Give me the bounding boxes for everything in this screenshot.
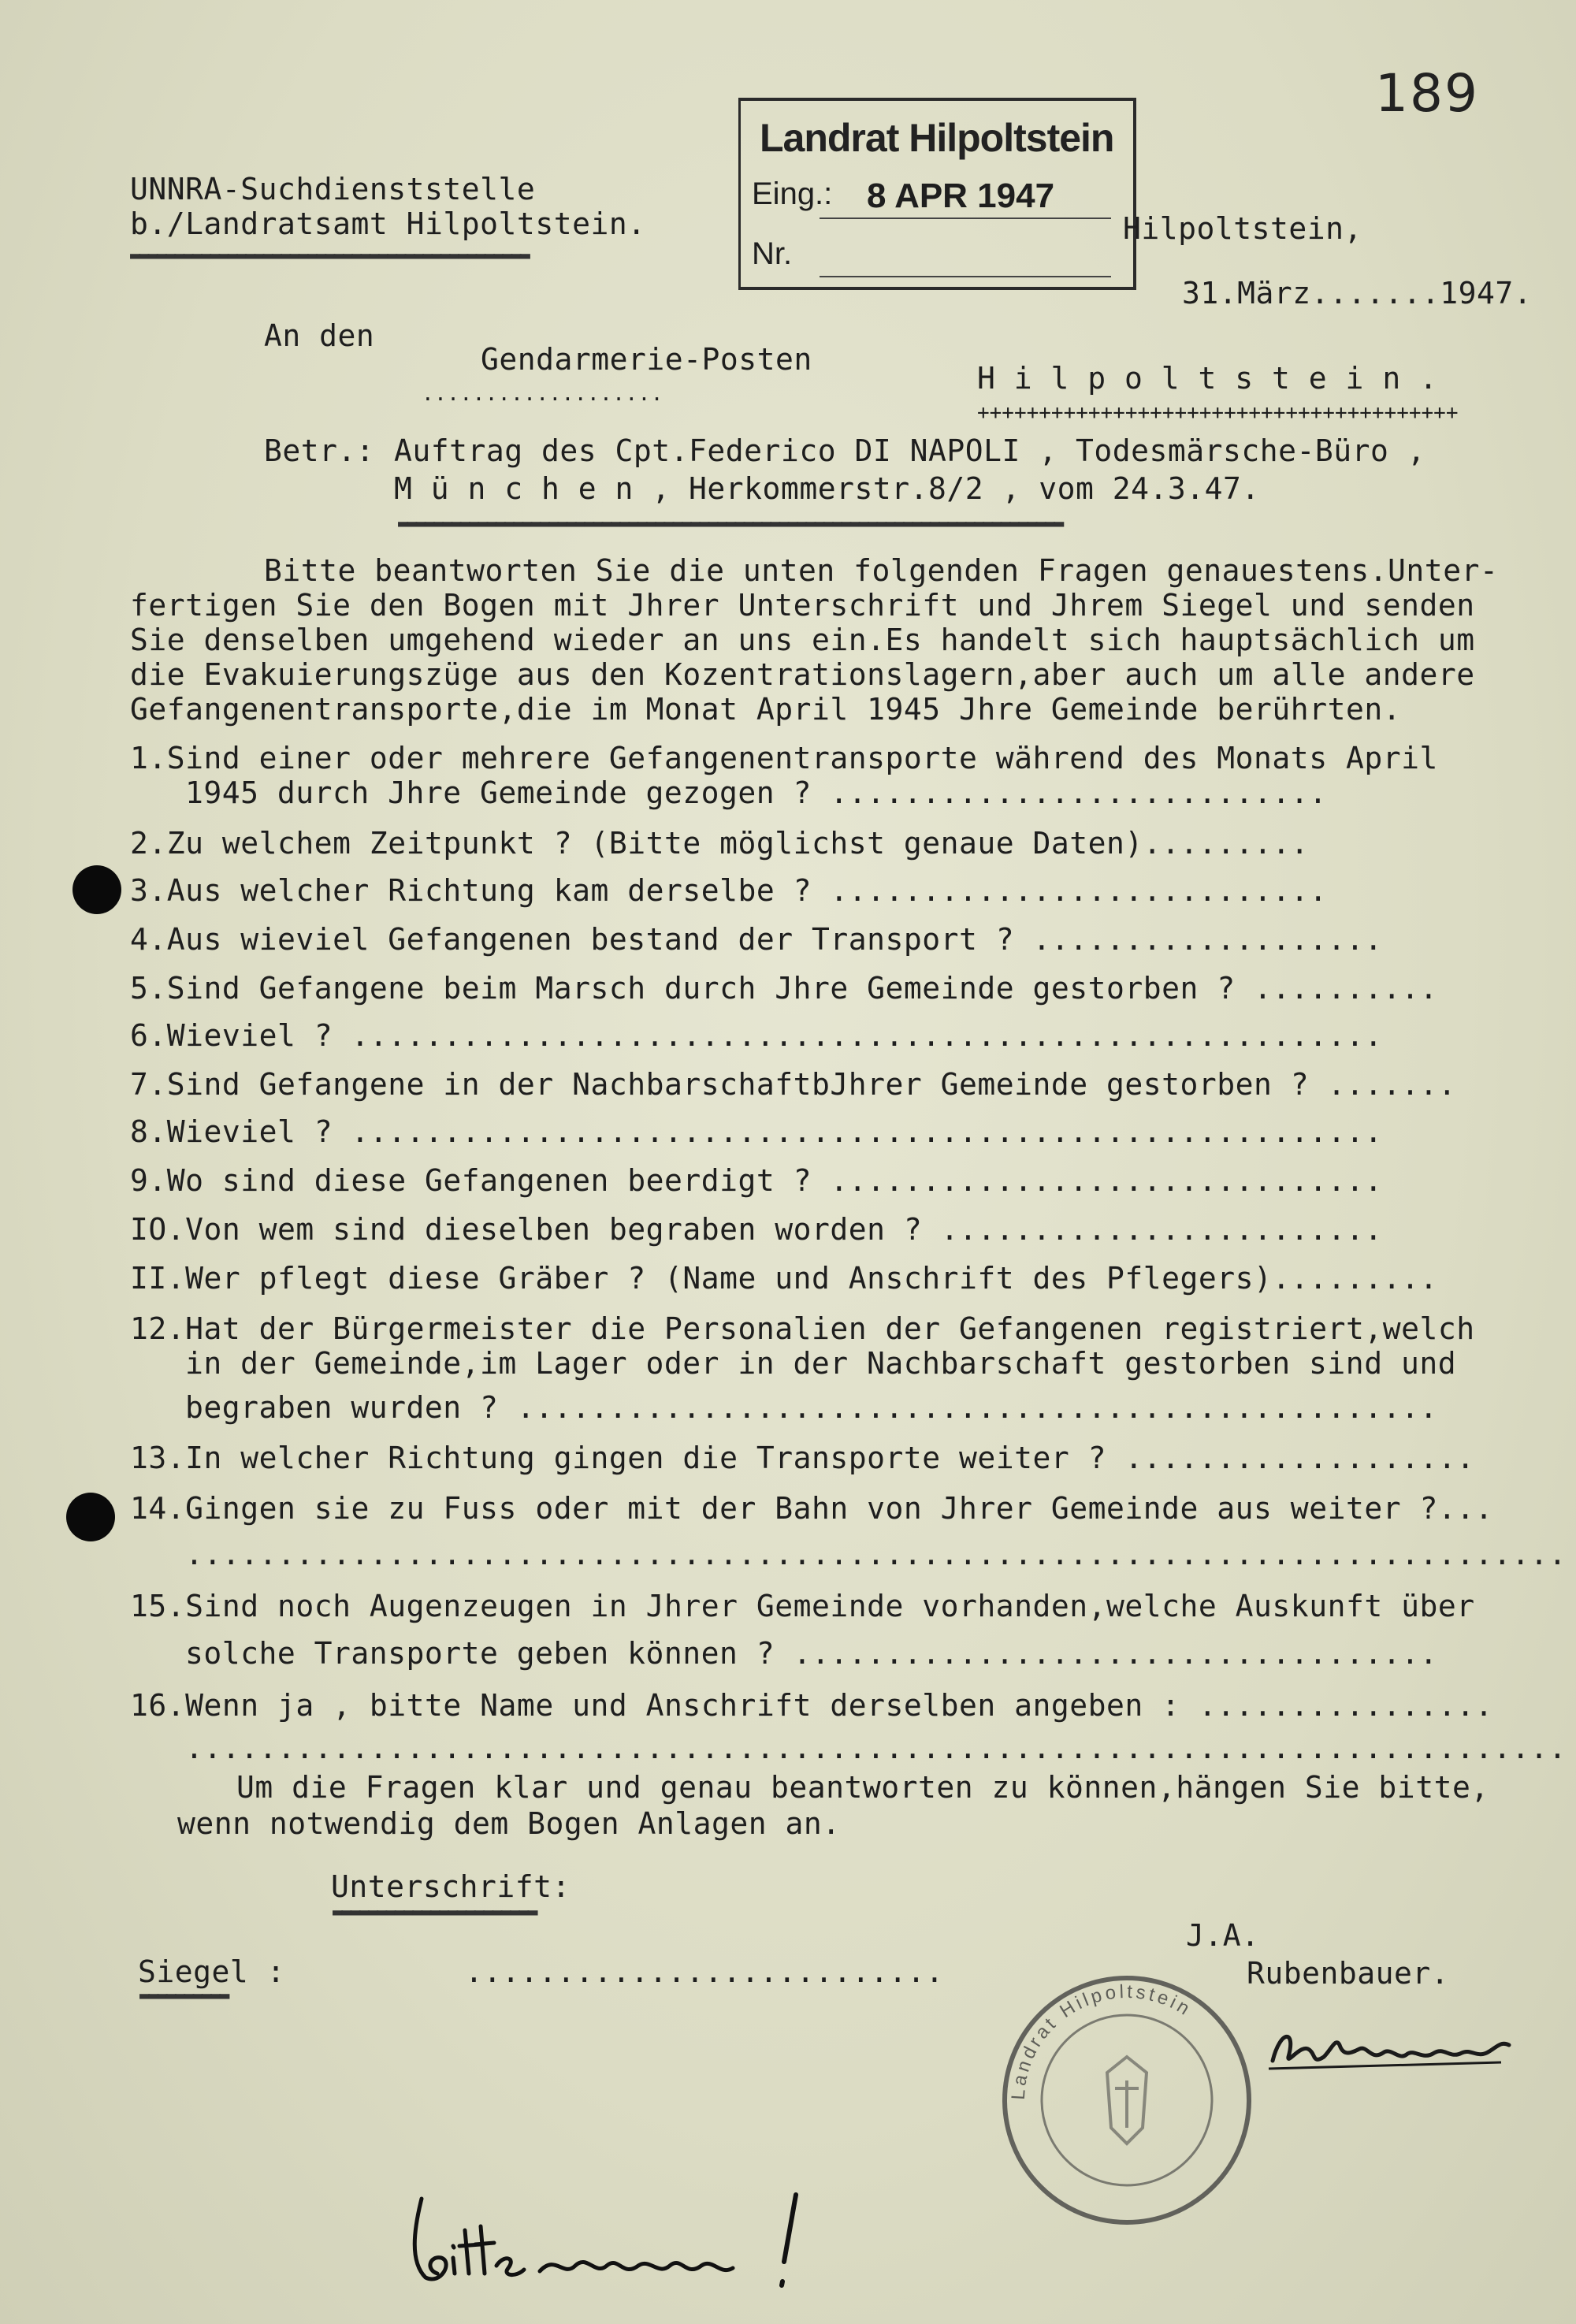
ink-blot [66, 1493, 115, 1541]
stamp-rule [820, 276, 1111, 277]
svg-text:Landrat Hilpoltstein [1008, 1981, 1196, 2101]
stamp-nr-label: Nr. [752, 236, 793, 271]
unterschrift-underline: ▬▬▬▬▬▬▬▬▬▬▬▬▬▬▬▬▬▬▬▬▬▬▬ [333, 1904, 537, 1921]
ink-blot [72, 865, 121, 914]
question-16: 16.Wenn ja , bitte Name und Anschrift derselben angeben : ................ [130, 1688, 1493, 1723]
sender-underline: ▬▬▬▬▬▬▬▬▬▬▬▬▬▬▬▬▬▬▬▬▬▬▬▬▬▬▬▬▬▬▬▬▬▬▬▬▬▬▬▬▬▬▬▬▬ [130, 247, 530, 265]
question-12-line-1: 12.Hat der Bürgermeister die Personalien der Gefangenen registriert,welch [130, 1311, 1475, 1346]
question-15-line-2: solche Transporte geben können ? ................................... [185, 1636, 1438, 1671]
question-14-answer-dots: ........................................................................... [185, 1537, 1567, 1571]
page-number: 189 [1375, 63, 1479, 124]
closing-line-1: Um die Fragen klar und genau beantworten zu können,hängen Sie bitte, [236, 1770, 1489, 1805]
question-5: 5.Sind Gefangene beim Marsch durch Jhre Gemeinde gestorben ? .......... [130, 971, 1438, 1006]
question-10: IO.Von wem sind dieselben begraben worden ? ........................ [130, 1212, 1383, 1247]
question-16-answer-dots: ........................................................................... [185, 1731, 1567, 1765]
city-underline: +++++++++++++++++++++++++++++++++++++++ [977, 401, 1459, 425]
signer-name: Rubenbauer. [1247, 1956, 1450, 1991]
question-12-line-2: in der Gemeinde,im Lager oder in der Nachbarschaft gestorben sind und [185, 1346, 1457, 1381]
handwritten-signature [1265, 2014, 1517, 2084]
question-14: 14.Gingen sie zu Fuss oder mit der Bahn von Jhrer Gemeinde aus weiter ?... [130, 1491, 1493, 1526]
closing-line-2: wenn notwendig dem Bogen Anlagen an. [177, 1806, 841, 1841]
question-9: 9.Wo sind diese Gefangenen beerdigt ? .............................. [130, 1163, 1383, 1198]
question-2: 2.Zu welchem Zeitpunkt ? (Bitte möglichst genaue Daten)......... [130, 826, 1310, 861]
recipient-name: Gendarmerie-Posten [481, 342, 812, 377]
subject-label: Betr.: [264, 433, 375, 468]
question-6: 6.Wieviel ? ........................................................ [130, 1018, 1383, 1053]
unterschrift-label: Unterschrift: [331, 1869, 571, 1904]
question-12-line-3: begraben wurden ? .................................................. [185, 1390, 1438, 1425]
letter-date: 31.März.......1947. [1182, 276, 1533, 310]
intro-line-4: die Evakuierungszüge aus den Kozentrationslagern,aber auch um alle andere [130, 657, 1475, 692]
subject-line-1: Auftrag des Cpt.Federico DI NAPOLI , Todesmärsche-Büro , [394, 433, 1426, 468]
siegel-underline: ▬▬▬▬▬▬▬▬▬▬ [139, 1987, 229, 2005]
question-7: 7.Sind Gefangene in der NachbarschaftbJhrer Gemeinde gestorben ? ....... [130, 1067, 1457, 1102]
ja-label: J.A. [1186, 1918, 1260, 1953]
recipient-underline: ................... [422, 382, 663, 406]
stamp-eing-label: Eing.: [752, 177, 833, 211]
question-13: 13.In welcher Richtung gingen die Transporte weiter ? ................... [130, 1441, 1475, 1475]
subject-line-2: M ü n c h e n , Herkommerstr.8/2 , vom 24.3.47. [394, 471, 1260, 506]
seal-text: Landrat Hilpoltstein [1007, 1980, 1196, 2101]
official-seal [997, 1970, 1257, 2230]
recipient-prefix: An den [264, 318, 375, 353]
question-8: 8.Wieviel ? ........................................................ [130, 1114, 1383, 1149]
sender-line-1: UNNRA-Suchdienststelle [130, 172, 536, 206]
stamp-title: Landrat Hilpoltstein [760, 116, 1114, 160]
question-3: 3.Aus welcher Richtung kam derselbe ? ........................... [130, 873, 1328, 908]
intro-line-3: Sie denselben umgehend wieder an uns ein.Es handelt sich hauptsächlich um [130, 623, 1475, 657]
subject-underline: ▬▬▬▬▬▬▬▬▬▬▬▬▬▬▬▬▬▬▬▬▬▬▬▬▬▬▬▬▬▬▬▬▬▬▬▬▬▬▬▬▬▬▬▬▬▬▬▬▬▬▬▬▬▬▬▬▬▬▬▬▬▬▬▬▬▬▬▬▬▬▬▬▬▬▬ [398, 515, 1063, 533]
stamp-date: 8 APR 1947 [867, 177, 1055, 215]
place: Hilpoltstein, [1123, 211, 1362, 246]
receipt-stamp [738, 98, 1136, 290]
stamp-rule [820, 218, 1111, 219]
question-1-line-2: 1945 durch Jhre Gemeinde gezogen ? ........................... [185, 775, 1328, 810]
siegel-dots: .......................... [465, 1954, 944, 1989]
intro-line-2: fertigen Sie den Bogen mit Jhrer Unterschrift und Jhrem Siegel und senden [130, 588, 1475, 623]
question-1-line-1: 1.Sind einer oder mehrere Gefangenentransporte während des Monats April [130, 741, 1438, 775]
question-4: 4.Aus wieviel Gefangenen bestand der Transport ? ................... [130, 922, 1383, 957]
intro-line-1: Bitte beantworten Sie die unten folgenden Fragen genauestens.Unter- [264, 553, 1499, 588]
handwritten-note [406, 2183, 816, 2301]
sender-line-2: b./Landratsamt Hilpoltstein. [130, 206, 646, 241]
recipient-city: H i l p o l t s t e i n . [977, 361, 1438, 396]
question-15-line-1: 15.Sind noch Augenzeugen in Jhrer Gemeinde vorhanden,welche Auskunft über [130, 1589, 1475, 1623]
intro-line-5: Gefangenentransporte,die im Monat April 1945 Jhre Gemeinde berührten. [130, 692, 1402, 727]
siegel-label: Siegel : [138, 1954, 286, 1989]
question-11: II.Wer pflegt diese Gräber ? (Name und Anschrift des Pflegers)......... [130, 1261, 1438, 1296]
